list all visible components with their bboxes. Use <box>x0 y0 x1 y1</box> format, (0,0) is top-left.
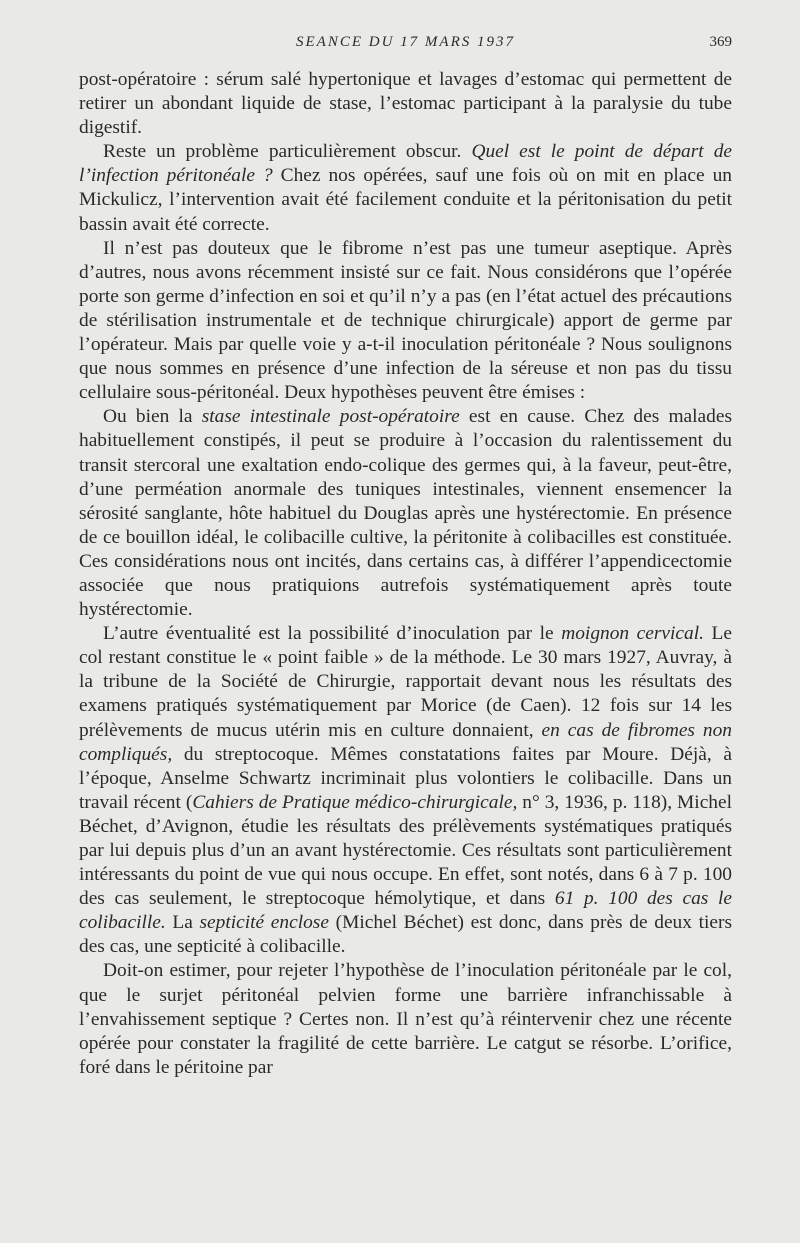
paragraph-text: La <box>165 912 200 934</box>
running-title: SEANCE DU 17 MARS 1937 <box>296 34 515 50</box>
italic-citation: Cahiers de Pratique médico-chirurgicale, <box>192 791 518 813</box>
paragraph-text: Il n’est pas douteux que le fibrome n’est pas une tumeur aseptique. Après d’autres, nous avons récemment insisté sur ce fait. Nous considérons que l’opérée porte son germe d’infection en soi et qu’il n’y a pas (en l’état actuel des précautions de stérilisation instrumentale et de technique chirurgicale) apport de germe par l’opérateur. Mais par quelle voie y a-t-il inoculation péritonéale ? Nous soulignons que nous sommes en présence d’une infection de la séreuse et non pas du tissu cellulaire sous-péritonéal. Deux hypothèses peuvent être émises : <box>79 237 732 404</box>
italic-term: en cas de fibromes non compliqués, <box>79 719 733 765</box>
paragraph-5 <box>79 622 732 959</box>
paragraph-text: post-opératoire : sérum salé hypertonique et lavages d’estomac qui permettent de retirer un abondant liquide de stase, l’estomac participant à la paralysie du tube digestif. <box>79 69 732 139</box>
paragraph-6 <box>79 959 732 1079</box>
paragraph-2 <box>79 140 732 236</box>
paragraph-text: Doit-on estimer, pour rejeter l’hypothèse de l’inoculation péritonéale par le col, que le surjet péritonéal pelvien forme une barrière infranchissable à l’envahissement septique ? Certes non. Il n’est qu’à réintervenir chez une récente opérée pour constater la fragilité de cette barrière. Le catgut se résorbe. L’orifice, foré dans le péritoine par <box>79 960 732 1078</box>
paragraph-1 <box>79 68 732 140</box>
italic-term: septicité enclose <box>199 912 329 934</box>
paragraph-text: Chez nos opérées, sauf une fois où on mit en place un Mickulicz, l’intervention avait été facilement conduite et la péritonisation du petit bassin avait été correcte. <box>79 165 732 235</box>
italic-question: Quel est le point de départ de l’infection péritonéale ? <box>79 141 732 187</box>
paragraph-text: du streptocoque. Mêmes constatations faites par Moure. Déjà, à l’époque, Anselme Schwartz incriminait plus volontiers le colibacille. Dans un travail récent ( <box>79 743 732 813</box>
paragraph-text: Ou bien la <box>103 406 202 428</box>
body-text <box>79 68 732 1080</box>
running-header <box>79 34 732 68</box>
paragraph-text: n° 3, 1936, p. 118), Michel Béchet, d’Avignon, étudie les résultats des prélèvements systématiques pratiqués par lui depuis plus d’un an avant hystérectomie. Ces résultats sont particulièrement intéressants du point de vue qui nous occupe. En effet, sont notés, dans 6 à 7 p. 100 des cas seulement, le streptocoque hémolytique, et dans <box>79 791 732 910</box>
page-number: 369 <box>709 34 732 50</box>
paragraph-text: (Michel Béchet) est donc, dans près de deux tiers des cas, une septicité à colibacille. <box>79 912 732 958</box>
italic-term: stase intestinale post-opératoire <box>201 406 460 428</box>
paragraph-text: Reste un problème particulièrement obscur. <box>103 141 472 163</box>
paragraph-text: Le col restant constitue le « point faible » de la méthode. Le 30 mars 1927, Auvray, à la tribune de la Société de Chirurgie, rapportait devant nous les résultats des examens pratiqués systématiquement par Morice (de Caen). 12 fois sur 14 les prélèvements de mucus utérin mis en culture donnaient, <box>79 623 732 741</box>
paragraph-text: L’autre éventualité est la possibilité d’inoculation par le <box>103 623 562 645</box>
italic-term: moignon cervical. <box>561 623 704 645</box>
paragraph-text: est en cause. Chez des malades habituellement constipés, il peut se produire à l’occasion du ralentissement du transit stercoral une exaltation endo-colique des germes qui, à la faveur, peut-être, d’une perméation anormale des tuniques intestinales, viennent ensemencer la sérosité sanglante, hôte habituel du Douglas après une hystérectomie. En présence de ce bouillon idéal, le colibacille cultive, la péritonite à colibacilles est constituée. Ces considérations nous ont incités, dans certains cas, à différer l’appendicectomie associée que nous pratiquions autrefois systématiquement après toute hystérectomie. <box>79 406 732 621</box>
italic-term: 61 p. 100 des cas le colibacille. <box>79 888 732 934</box>
paragraph-4 <box>79 405 732 622</box>
paragraph-3 <box>79 237 732 406</box>
